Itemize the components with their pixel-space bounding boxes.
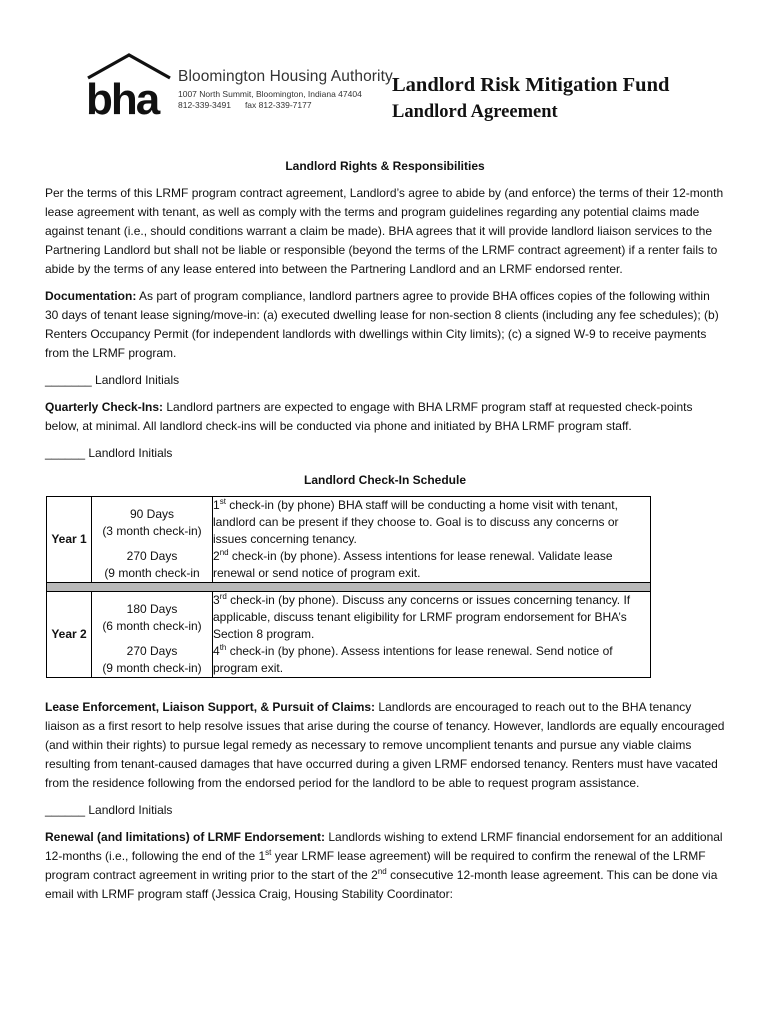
- year1-row2-days: 270 Days (9 month check-in: [92, 548, 213, 583]
- table-separator: [47, 583, 651, 592]
- org-address: [178, 89, 393, 111]
- enforcement-label: Lease Enforcement, Liaison Support, & Pursuit of Claims:: [45, 700, 376, 714]
- schedule-title: Landlord Check-In Schedule: [303, 473, 467, 487]
- document-subtitle: Landlord Agreement: [392, 102, 558, 122]
- year2-row2-desc: 4th check-in (by phone). Assess intentions for lease renewal. Send notice of program exit.: [213, 643, 651, 678]
- table-row: [47, 643, 651, 678]
- table-row: [47, 497, 651, 549]
- year-1-label: Year 1: [47, 497, 92, 583]
- documentation-paragraph: [45, 287, 725, 363]
- checkins-label: Quarterly Check-Ins:: [45, 400, 164, 414]
- org-street: 1007 North Summit, Bloomington, Indiana 47404: [178, 89, 362, 99]
- year1-row1-desc: 1st check-in (by phone) BHA staff will be conducting a home visit with tenant, landlord can be present if they choose to. Goal is to discuss any concerns or issues concerning tenancy.: [213, 497, 651, 549]
- table-row: [47, 592, 651, 644]
- year1-row2-desc: 2nd check-in (by phone). Assess intentions for lease renewal. Validate lease renewal or send notice of program exit.: [213, 548, 651, 583]
- intro-paragraph: Per the terms of this LRMF program contract agreement, Landlord’s agree to abide by (and enforce) the terms of their 12-month lease agreement with tenant, as well as comply with the terms and program guidelines regarding any potential claims made against tenant (i.e., should conditions warrant a claim be made). BHA agrees that it will provide landlord liaison services to the Partnering Landlord but shall not be liable or responsible (beyond the terms of the LRMF contract agreement) if a renter fails to abide by the terms of any lease entered into between the Partnering Landlord and an LRMF endorsed renter.: [45, 186, 724, 276]
- enforcement-paragraph: [45, 698, 725, 793]
- checkin-schedule-table: [46, 496, 651, 678]
- checkins-text: Landlord partners are expected to engage with BHA LRMF program staff at requested check-points below, at minimal. All landlord check-ins will be conducted via phone and initiated by BHA LRMF program staff.: [45, 400, 693, 433]
- year1-row1-days: 90 Days (3 month check-in): [92, 497, 213, 549]
- checkins-initials: ______ Landlord Initials: [45, 446, 173, 460]
- document-title: Landlord Risk Mitigation Fund: [392, 74, 670, 96]
- documentation-label: Documentation:: [45, 289, 137, 303]
- section-heading: Landlord Rights & Responsibilities: [285, 159, 485, 173]
- year2-row1-desc: 3rd check-in (by phone). Discuss any concerns or issues concerning tenancy. If applicable, discuss tenant eligibility for LRMF program endorsement for BHA’s Section 8 program.: [213, 592, 651, 644]
- logo-text: bha: [86, 75, 159, 120]
- org-fax: fax 812-339-7177: [244, 100, 312, 110]
- bha-logo: [84, 50, 174, 120]
- enforcement-text: Landlords are encouraged to reach out to the BHA tenancy liaison as a first resort to help resolve issues that arise during the course of tenancy. However, landlords are equally encouraged (and within their rights) to pursue legal remedy as necessary to remove uncomplient tenants and pursue any viable claims resulting from tenant-caused damages that have occurred during a given LRMF endorsed tenancy. Renters must have vacated from the residence following from the endorsed period for the landlord to be able to request program assistance.: [45, 700, 725, 790]
- renewal-paragraph: Renewal (and limitations) of LRMF Endorsement: Landlords wishing to extend LRMF financial endorsement for an additional 12-months (i.e., following the end of the 1st year LRMF lease agreement) will be required to confirm the renewal of the LRMF program contract agreement in writing prior to the start of the 2nd consecutive 12-month lease agreement. This can be done via email with LRMF program staff (Jessica Craig, Housing Stability Coordinator:: [45, 830, 723, 901]
- documentation-text: As part of program compliance, landlord partners agree to provide BHA offices copies of the following within 30 days of tenant lease signing/move-in: (a) executed dwelling lease for non-section 8 clients (including any fee schedules); (b) Renters Occupancy Permit (for independent landlords with dwellings within City limits); (c) a signed W-9 to receive payments from the LRMF program.: [45, 289, 719, 360]
- year-2-label: Year 2: [47, 592, 92, 678]
- org-block: [178, 68, 393, 111]
- year2-row1-days: 180 Days (6 month check-in): [92, 592, 213, 644]
- checkins-paragraph: [45, 398, 725, 436]
- org-phone: 812-339-3491: [178, 100, 231, 110]
- enforcement-initials: ______ Landlord Initials: [45, 803, 173, 817]
- org-contact: [178, 100, 393, 111]
- table-row: [47, 548, 651, 583]
- documentation-initials: _______ Landlord Initials: [45, 373, 180, 387]
- org-name: Bloomington Housing Authority: [178, 68, 393, 85]
- document-body: [45, 157, 725, 912]
- year2-row2-days: 270 Days (9 month check-in): [92, 643, 213, 678]
- renewal-label: Renewal (and limitations) of LRMF Endorsement:: [45, 830, 326, 844]
